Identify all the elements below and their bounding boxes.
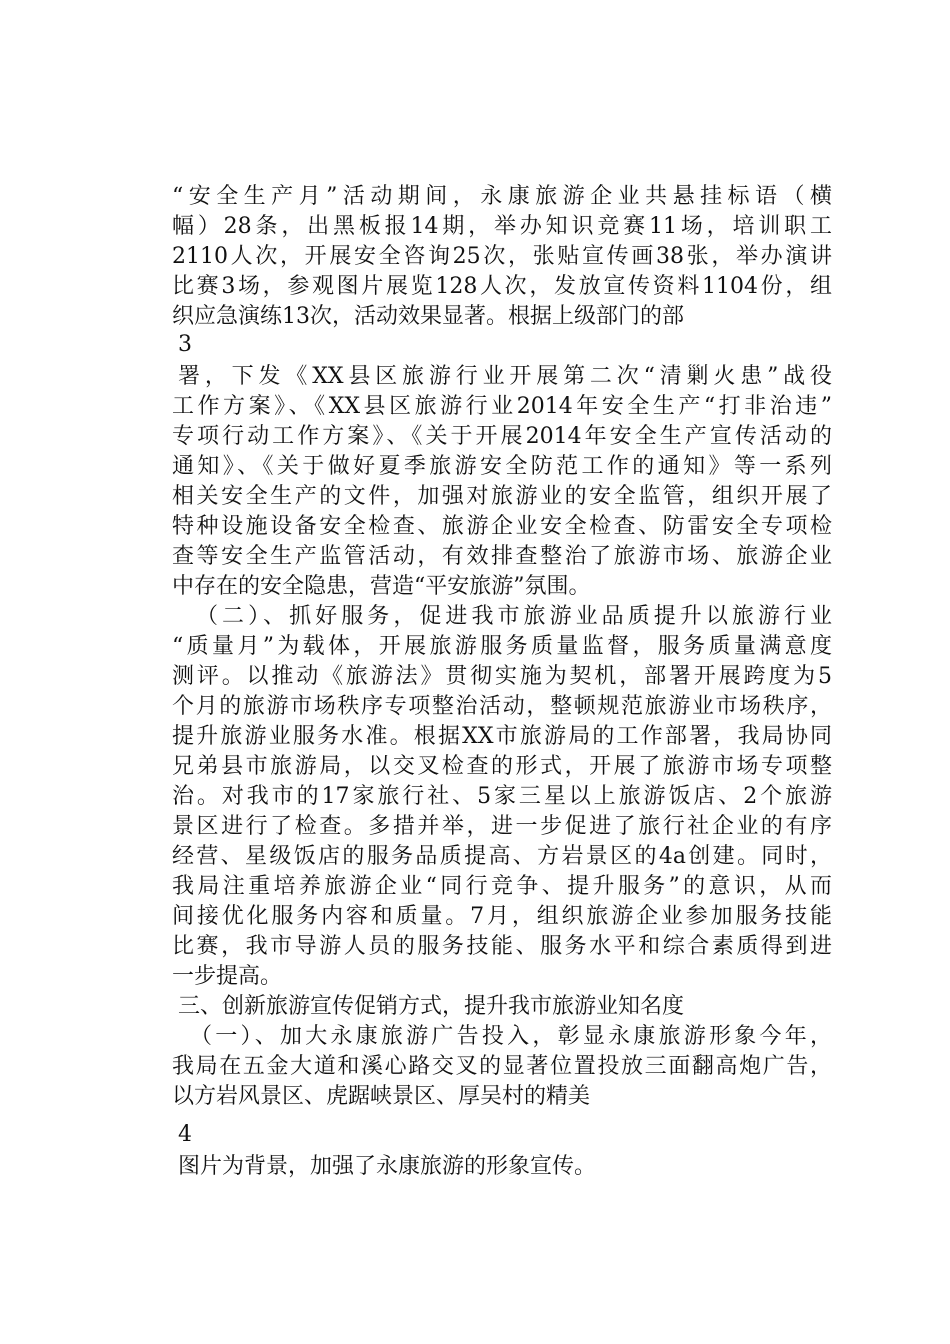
- text-line: 测评。以推动《旅游法》贯彻实施为契机，部署开展跨度为5: [172, 664, 832, 689]
- text-line: 工作方案》、《XX县区旅游行业2014年安全生产“打非治违”: [172, 394, 832, 419]
- text-line: 通知》、《关于做好夏季旅游安全防范工作的通知》等一系列: [172, 454, 832, 479]
- text-line: 间接优化服务内容和质量。7月，组织旅游企业参加服务技能: [172, 904, 832, 929]
- text-line: 以方岩风景区、虎踞峡景区、厚吴村的精美: [172, 1084, 591, 1109]
- page-number: 3: [178, 332, 192, 357]
- text-line: 专项行动工作方案》、《关于开展2014年安全生产宣传活动的: [172, 424, 832, 449]
- page-number: 4: [178, 1122, 192, 1147]
- text-line: 相关安全生产的文件，加强对旅游业的安全监管，组织开展了: [172, 484, 832, 509]
- text-line: 幅）28条，出黑板报14期，举办知识竞赛11场，培训职工: [172, 214, 832, 239]
- text-line: “安全生产月”活动期间，永康旅游企业共悬挂标语（横: [172, 184, 832, 209]
- section-heading: （一）、加大永康旅游广告投入，彰显永康旅游形象今年，: [190, 1024, 832, 1049]
- text-line: 个月的旅游市场秩序专项整治活动，整顿规范旅游业市场秩序，: [172, 694, 832, 719]
- text-line: 兄弟县市旅游局，以交叉检查的形式，开展了旅游市场专项整: [172, 754, 832, 779]
- text-line: 图片为背景，加强了永康旅游的形象宣传。: [178, 1154, 597, 1179]
- text-line: 我局在五金大道和溪心路交叉的显著位置投放三面翻高炮广告，: [172, 1054, 832, 1079]
- text-line: “质量月”为载体，开展旅游服务质量监督，服务质量满意度: [172, 634, 832, 659]
- text-line: 查等安全生产监管活动，有效排查整治了旅游市场、旅游企业: [172, 544, 832, 569]
- text-line: 比赛，我市导游人员的服务技能、服务水平和综合素质得到进: [172, 934, 832, 959]
- text-line: 我局注重培养旅游企业“同行竞争、提升服务”的意识，从而: [172, 874, 832, 899]
- text-line: 景区进行了检查。多措并举，进一步促进了旅行社企业的有序: [172, 814, 832, 839]
- text-line: 特种设施设备安全检查、旅游企业安全检查、防雷安全专项检: [172, 514, 832, 539]
- text-line: 2110人次，开展安全咨询25次，张贴宣传画38张，举办演讲: [172, 244, 832, 269]
- text-line: 提升旅游业服务水准。根据XX市旅游局的工作部署，我局协同: [172, 724, 832, 749]
- text-line: 经营、星级饭店的服务品质提高、方岩景区的4a创建。同时，: [172, 844, 832, 869]
- text-line: 中存在的安全隐患，营造“平安旅游”氛围。: [172, 574, 591, 599]
- section-heading: （二）、抓好服务，促进我市旅游业品质提升以旅游行业: [196, 604, 832, 629]
- section-heading: 三、创新旅游宣传促销方式，提升我市旅游业知名度: [178, 994, 685, 1019]
- text-line: 比赛3场，参观图片展览128人次，发放宣传资料1104份，组: [172, 274, 832, 299]
- text-line: 署，下发《XX县区旅游行业开展第二次“清剿火患”战役: [178, 364, 832, 389]
- text-line: 织应急演练13次，活动效果显著。根据上级部门的部: [172, 304, 684, 329]
- text-line: 治。对我市的17家旅行社、5家三星以上旅游饭店、2个旅游: [172, 784, 832, 809]
- text-line: 一步提高。: [172, 964, 283, 989]
